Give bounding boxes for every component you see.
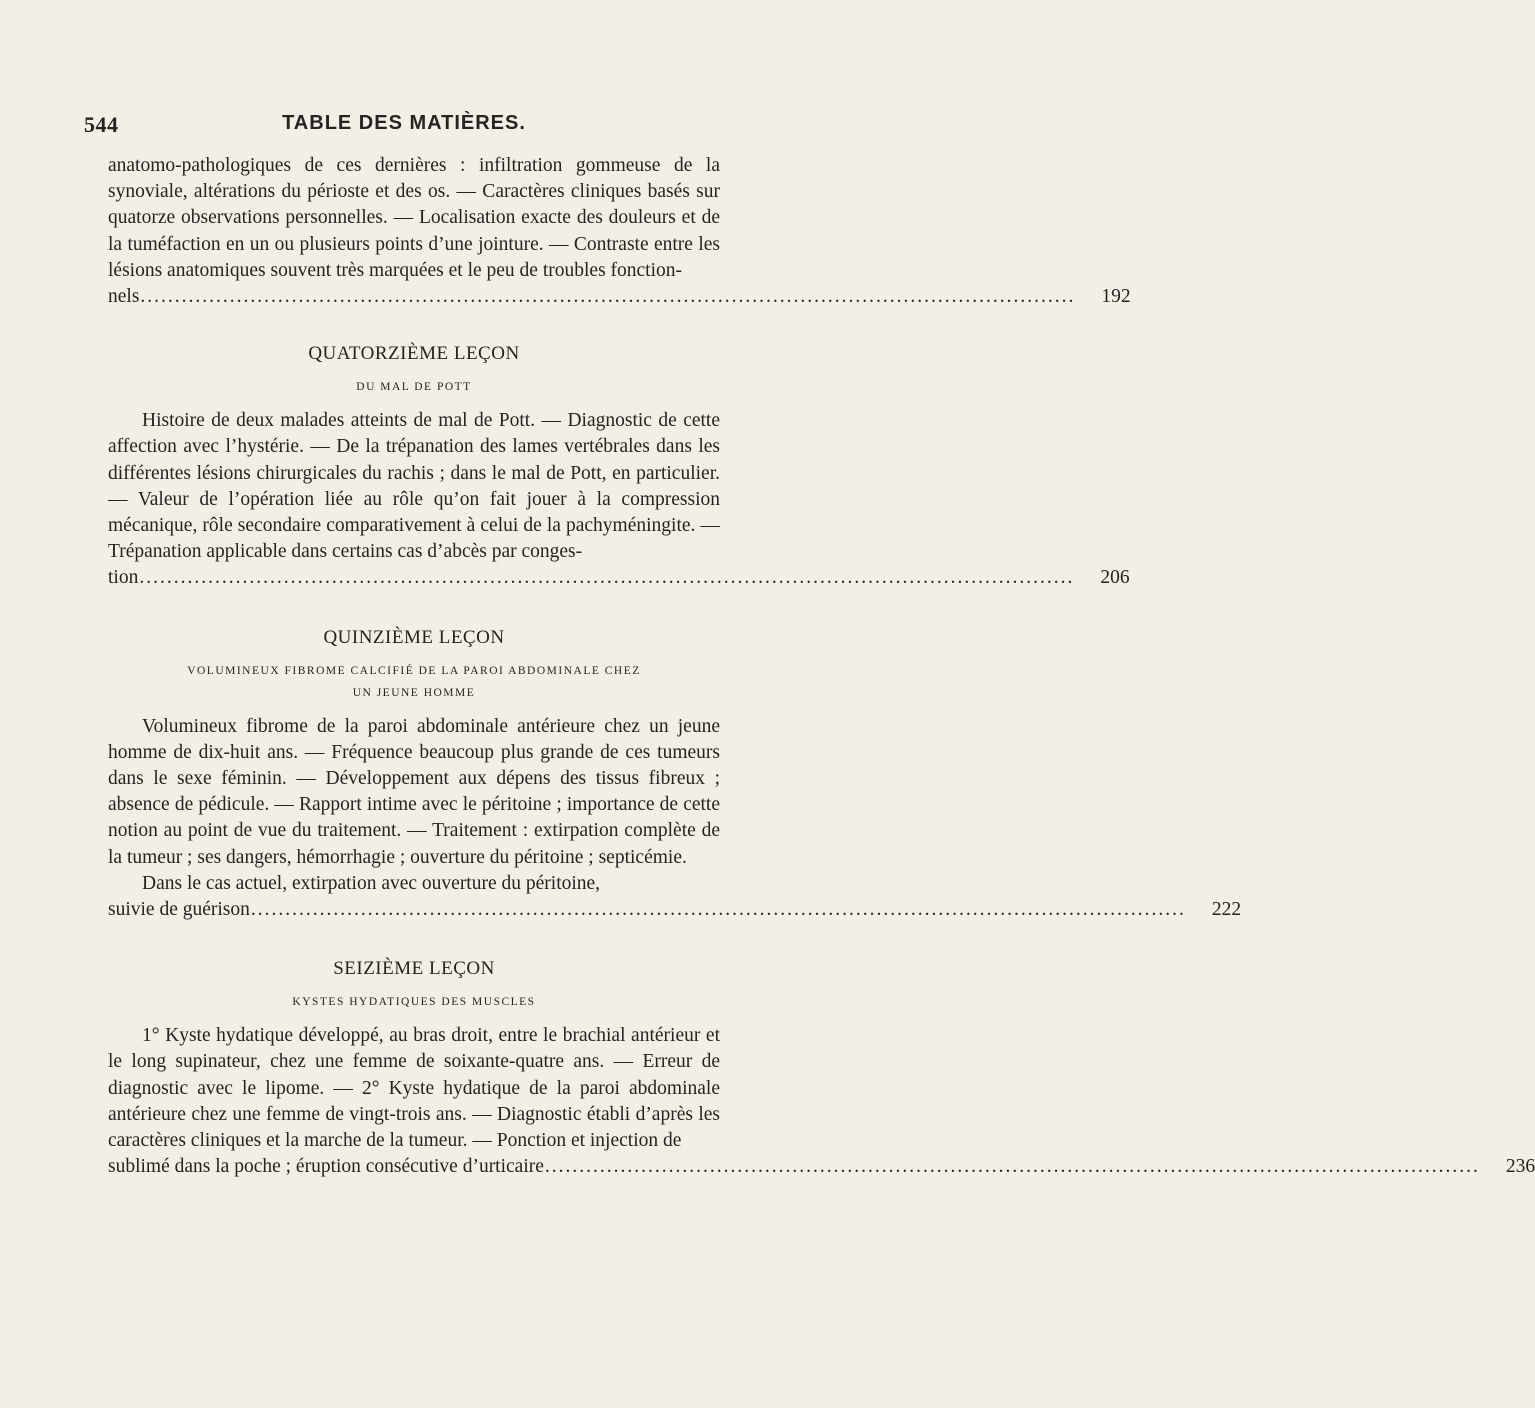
running-head: [84, 112, 724, 142]
lecon-subtitle-line: VOLUMINEUX FIBROME CALCIFIÉ DE LA PAROI ABDOMINALE CHEZ: [187, 664, 641, 677]
page-reference: 206: [1100, 567, 1130, 589]
lecon-subtitle: DU MAL DE POTT: [356, 381, 472, 394]
toc-entry-lecon13-tail: [108, 153, 1131, 310]
entry-last-line: [108, 565, 1130, 591]
running-title: TABLE DES MATIÈRES.: [282, 112, 526, 134]
toc-entry-lecon14: [108, 342, 1130, 591]
entry-last-line-text: sublimé dans la poche ; éruption consécutive d’urticaire: [108, 1156, 544, 1178]
dot-leader: ........................................................................................................................................: [139, 567, 1075, 589]
lecon-title: QUINZIÈME LEÇON: [323, 626, 505, 648]
dot-leader: ........................................................................................................................................: [250, 899, 1186, 921]
table-of-contents: [108, 153, 1535, 1180]
lecon-subtitle: [108, 660, 720, 704]
toc-entry-lecon16: [108, 957, 1535, 1180]
page-reference: 236: [1505, 1156, 1535, 1178]
entry-summary: 1° Kyste hydatique développé, au bras droit, entre le brachial antérieur et le long supinateur, chez une femme de soixante-quatre ans. — Erreur de diagnostic avec le lipome. — 2° Kyste hydatique de la paroi abdominale antérieure chez une femme de vingt-trois ans. — Diagnostic établi d’après les caractères cliniques et la marche de la tumeur. — Ponction et injection de: [108, 1025, 720, 1152]
dot-leader: ........................................................................................................................................: [544, 1156, 1480, 1178]
page-reference: 222: [1211, 899, 1242, 921]
entry-last-line: [108, 284, 1131, 310]
entry-summary: Volumineux fibrome de la paroi abdominale antérieure chez un jeune homme de dix-huit ans. — Fréquence beaucoup plus grande de ces tumeurs dans le sexe féminin. — Développement aux dépens des tissus fibreux ; absence de pédicule. — Rapport intime avec le péritoine ; importance de cette notion au point de vue du traitement. — Traitement : extirpation complète de la tumeur ; ses dangers, hémorrhagie ; ouverture du péritoine ; septicémie.: [108, 715, 720, 868]
lecon-subtitle-line: UN JEUNE HOMME: [352, 686, 476, 699]
lecon-subtitle: KYSTES HYDATIQUES DES MUSCLES: [292, 996, 536, 1009]
lecon-title: SEIZIÈME LEÇON: [333, 958, 495, 980]
lecon-title: QUATORZIÈME LEÇON: [308, 343, 520, 365]
entry-summary: Histoire de deux malades atteints de mal de Pott. — Diagnostic de cette affection avec l’hystérie. — De la trépanation des lames vertébrales dans les différentes lésions chirurgicales du rachis ; dans le mal de Pott, en particulier. — Valeur de l’opération liée au rôle qu’on fait jouer à la compression mécanique, rôle secondaire comparativement à celui de la pachyméningite. — Trépanation applicable dans certains cas d’abcès par conges-: [108, 410, 720, 563]
entry-last-line: [108, 897, 1242, 923]
page-reference: 192: [1101, 286, 1131, 308]
entry-last-line-text: suivie de guérison: [108, 899, 250, 921]
entry-summary: Dans le cas actuel, extirpation avec ouverture du péritoine,: [142, 872, 601, 894]
entry-summary: anatomo-pathologiques de ces dernières : infiltration gommeuse de la synoviale, altérations du périoste et des os. — Caractères cliniques basés sur quatorze observations personnelles. — Localisation exacte des douleurs et de la tuméfaction en un ou plusieurs points d’une jointure. — Contraste entre les lésions anatomiques souvent très marquées et le peu de troubles fonction-: [108, 155, 720, 281]
dot-leader: ........................................................................................................................................: [140, 286, 1076, 308]
entry-last-line: [108, 1154, 1535, 1180]
page-number: 544: [84, 112, 119, 137]
toc-entry-lecon15: [108, 626, 1242, 924]
entry-last-line-text: nels: [108, 286, 140, 308]
entry-last-line-text: tion: [108, 567, 139, 589]
